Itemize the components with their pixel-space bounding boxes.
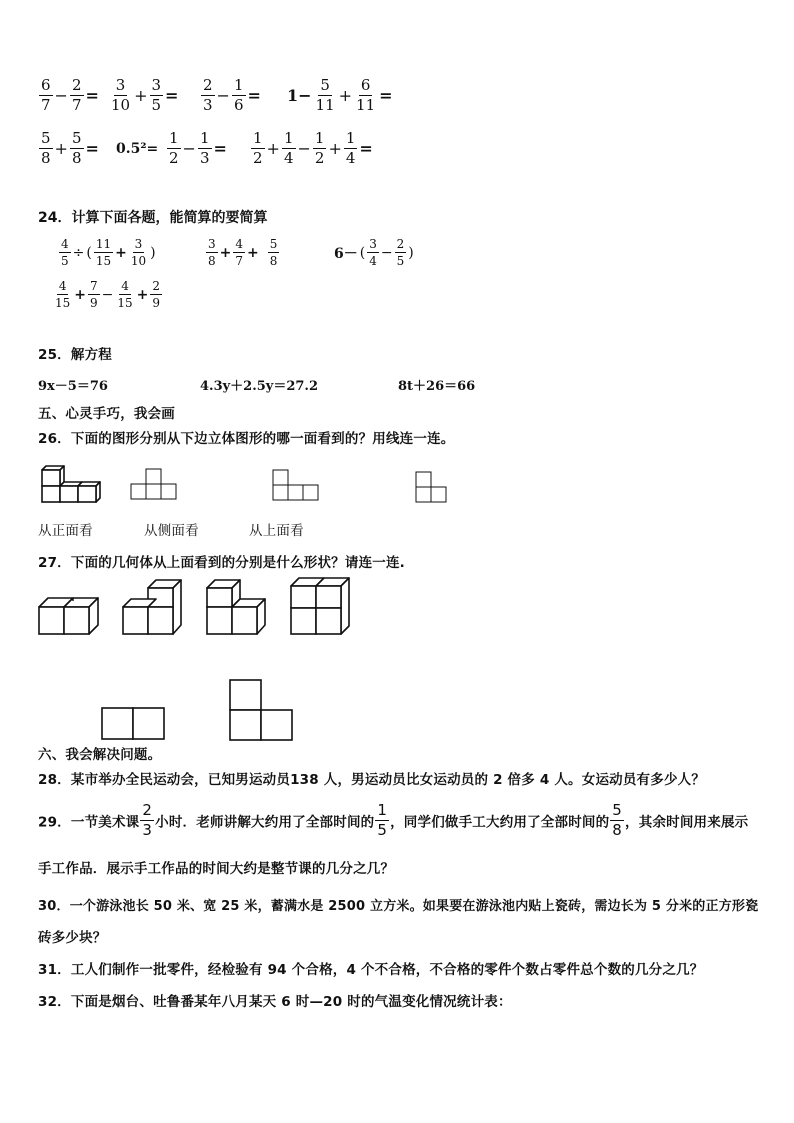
- denominator: 6: [233, 96, 244, 114]
- numerator: 3: [115, 76, 126, 94]
- denominator: 15: [117, 296, 133, 310]
- equation-3: 8t＋26＝66: [398, 379, 476, 394]
- q26-title: 26．下面的图形分别从下边立体图形的哪一面看到的？用线连一连。: [38, 431, 455, 447]
- denominator: 11: [315, 96, 335, 114]
- expr-1-3: [200, 78, 262, 113]
- numerator: 5: [71, 129, 82, 147]
- q27-top-view-a: [101, 707, 167, 741]
- numerator: 2: [203, 76, 213, 94]
- denominator: 5: [151, 96, 162, 114]
- denominator: 8: [612, 821, 623, 839]
- denominator: 3: [203, 96, 213, 114]
- view-square: [230, 710, 261, 740]
- view-square: [146, 484, 161, 499]
- view-square: [230, 680, 261, 710]
- view-square: [431, 487, 446, 502]
- numerator: 1: [345, 129, 356, 147]
- numerator: 2: [396, 237, 405, 251]
- operator: +: [54, 139, 68, 158]
- cube-front-face: [291, 608, 316, 634]
- view-square: [273, 470, 288, 485]
- denominator: 9: [152, 296, 161, 310]
- leading-term: 1−: [287, 86, 312, 105]
- expr-2-1: [38, 131, 100, 166]
- q28-text: 28．某市举办全民运动会，已知男运动员138 人，男运动员比女运动员的 2 倍多 4 人。女运动员有多少人？: [38, 772, 706, 788]
- numerator: 5: [612, 801, 623, 819]
- numerator: 5: [269, 237, 278, 251]
- numerator: 3: [208, 237, 216, 251]
- numerator: 6: [360, 76, 371, 94]
- operator: +: [134, 86, 148, 105]
- q27-solid-3: [206, 576, 272, 638]
- q29-line-2: 手工作品．展示手工作品的时间大约是整节课的几分之几？: [38, 861, 395, 877]
- denominator: 2: [169, 149, 179, 167]
- cube-side-face: [341, 578, 349, 634]
- numerator: 3: [134, 237, 143, 251]
- q26-view-b: [272, 468, 322, 504]
- operator: −: [297, 139, 311, 158]
- q29-text: ，其余时间用来展示: [625, 814, 749, 831]
- cube-front-face: [123, 607, 148, 634]
- numerator: 1: [377, 801, 388, 819]
- operator: +: [247, 244, 259, 261]
- numerator: 1: [199, 129, 210, 147]
- numerator: 4: [58, 279, 67, 293]
- numerator: 1: [283, 129, 294, 147]
- denominator: 8: [208, 254, 216, 268]
- numerator: 5: [41, 129, 51, 147]
- view-square: [261, 710, 292, 740]
- view-square: [416, 472, 431, 487]
- denominator: 10: [130, 254, 147, 268]
- q26-view-a: [130, 467, 180, 501]
- denominator: 15: [95, 254, 112, 268]
- numerator: 6: [41, 76, 51, 94]
- view-square: [303, 485, 318, 500]
- operator: +: [136, 286, 149, 303]
- numerator: 1: [233, 76, 244, 94]
- operator: −: [54, 86, 68, 105]
- equals-sign: =: [165, 86, 179, 105]
- expr-2-3: [166, 131, 228, 166]
- equals-sign: =: [247, 86, 261, 105]
- q25-title: 25．解方程: [38, 347, 112, 363]
- denominator: 3: [199, 149, 210, 167]
- cube-front-face: [39, 607, 64, 634]
- operator: +: [74, 286, 87, 303]
- view-square: [416, 487, 431, 502]
- label-top-view: 从上面看: [249, 523, 304, 539]
- numerator: 2: [71, 76, 82, 94]
- q27-solid-4: [290, 574, 356, 638]
- q27-solid-2: [122, 576, 188, 638]
- cube-front-face: [148, 607, 173, 634]
- expr-2-4: [250, 131, 374, 166]
- section-5-heading: 五、心灵手巧，我会画: [38, 406, 175, 422]
- q31-text: 31．工人们制作一批零件，经检验有 94 个合格，4 个不合格，不合格的零件个数占零件总个数的几分之几？: [38, 962, 704, 978]
- equals-sign: =: [213, 139, 227, 158]
- equals-sign: =: [379, 86, 393, 105]
- q24-expr-3: [333, 238, 415, 267]
- operator: +: [219, 244, 232, 261]
- cube-side-face: [173, 580, 181, 634]
- denominator: 9: [90, 296, 98, 310]
- denominator: 7: [235, 254, 244, 268]
- operator: −: [182, 139, 196, 158]
- calc-row-1: [38, 78, 100, 113]
- q30-line-1: 30．一个游泳池长 50 米、宽 25 米，蓄满水是 2500 立方米。如果要在游泳池内贴上瓷砖，需边长为 5 分米的正方形瓷: [38, 899, 759, 914]
- right-paren: ): [408, 244, 414, 261]
- left-paren: (: [359, 244, 366, 261]
- numerator: 4: [121, 279, 129, 293]
- denominator: 4: [345, 149, 356, 167]
- operator: −: [380, 244, 393, 261]
- numerator: 7: [90, 279, 98, 293]
- q27-top-view-b: [229, 679, 295, 743]
- denominator: 4: [369, 254, 377, 268]
- numerator: 1: [253, 129, 263, 147]
- numerator: 1: [169, 129, 179, 147]
- q26-view-c: [413, 470, 449, 506]
- denominator: 5: [61, 254, 69, 268]
- right-paren: ): [150, 244, 156, 261]
- cube-front-face: [207, 607, 232, 634]
- operator: +: [115, 244, 127, 261]
- operator: +: [266, 139, 280, 158]
- q29-text: 小时．老师讲解大约用了全部时间的: [155, 814, 375, 831]
- expr-1-1: [38, 76, 100, 114]
- view-square: [273, 485, 288, 500]
- view-square: [161, 484, 176, 499]
- q24-title: 24．计算下面各题，能简算的要简算: [38, 210, 268, 226]
- view-square: [133, 708, 164, 739]
- numerator: 4: [235, 237, 244, 251]
- section-6-heading: 六、我会解决问题。: [38, 747, 162, 763]
- denominator: 2: [253, 149, 263, 167]
- operator: ÷: [72, 244, 85, 261]
- numerator: 2: [152, 279, 161, 293]
- cube-front-face: [42, 486, 60, 502]
- q32-text: 32．下面是烟台、吐鲁番某年八月某天 6 时—20 时的气温变化情况统计表：: [38, 994, 512, 1010]
- expr-2-2: 0.5²=: [116, 141, 159, 157]
- equals-sign: =: [359, 139, 373, 158]
- numerator: 11: [95, 237, 112, 251]
- cube-front-face: [316, 608, 341, 634]
- q26-solid-figure: [38, 462, 102, 504]
- denominator: 3: [142, 821, 153, 839]
- equals-sign: =: [85, 86, 99, 105]
- denominator: 10: [111, 96, 131, 114]
- view-square: [288, 485, 303, 500]
- cube-front-face: [232, 607, 257, 634]
- denominator: 2: [314, 149, 325, 167]
- operator: +: [328, 139, 342, 158]
- q29-line-1: [38, 803, 748, 838]
- denominator: 5: [396, 254, 405, 268]
- cube-front-face: [78, 486, 96, 502]
- q29-text: 29．一节美术课: [38, 814, 140, 831]
- q27-title: 27．下面的几何体从上面看到的分别是什么形状？请连一连.: [38, 555, 406, 571]
- operator: +: [338, 86, 353, 105]
- q29-text: ，同学们做手工大约用了全部时间的: [390, 814, 610, 831]
- numerator: 4: [61, 237, 69, 251]
- expr-1-4: [286, 78, 394, 113]
- q30-line-2: 砖多少块？: [38, 930, 107, 946]
- view-square: [131, 484, 146, 499]
- view-square: [146, 469, 161, 484]
- denominator: 7: [71, 96, 82, 114]
- label-side-view: 从侧面看: [144, 523, 199, 539]
- label-front-view: 从正面看: [38, 523, 93, 539]
- leading-term: 6－: [334, 245, 358, 262]
- denominator: 7: [41, 96, 51, 114]
- cube-front-face: [60, 486, 78, 502]
- equals-sign: =: [85, 139, 99, 158]
- equation-2: 4.3y＋2.5y＝27.2: [200, 379, 319, 394]
- expr-1-2: [108, 78, 179, 113]
- equation-1: 9x－5＝76: [38, 379, 108, 394]
- denominator: 8: [71, 149, 82, 167]
- numerator: 3: [151, 76, 162, 94]
- denominator: 8: [269, 254, 278, 268]
- view-square: [102, 708, 133, 739]
- denominator: 15: [55, 296, 71, 310]
- q24-expr-1: [58, 238, 157, 267]
- numerator: 3: [369, 237, 377, 251]
- q24-expr-2: [205, 238, 280, 267]
- cube-front-face: [42, 470, 60, 486]
- q24-expr-4: [52, 280, 163, 309]
- denominator: 4: [283, 149, 294, 167]
- denominator: 5: [377, 821, 388, 839]
- denominator: 8: [41, 149, 51, 167]
- cube-front-face: [207, 588, 232, 607]
- left-paren: (: [86, 244, 92, 261]
- numerator: 1: [314, 129, 325, 147]
- q27-solid-1: [38, 592, 104, 638]
- denominator: 11: [356, 96, 376, 114]
- cube-front-face: [316, 586, 341, 608]
- operator: −: [216, 86, 230, 105]
- numerator: 5: [320, 76, 330, 94]
- cube-front-face: [291, 586, 316, 608]
- operator: −: [101, 286, 114, 303]
- cube-front-face: [64, 607, 89, 634]
- numerator: 2: [142, 801, 153, 819]
